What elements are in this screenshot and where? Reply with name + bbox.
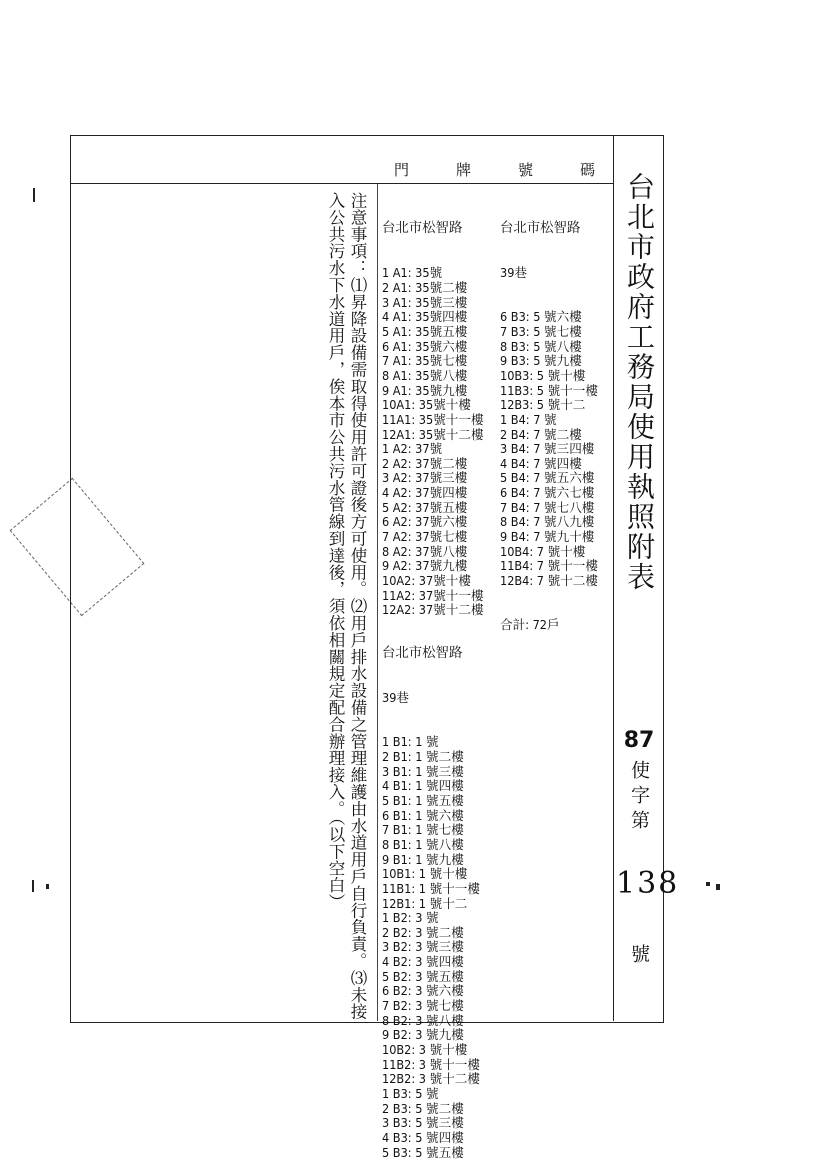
address-entry: 7 B1: 1 號七樓	[382, 822, 464, 838]
address-entry: 12B2: 3 號十二樓	[382, 1071, 480, 1087]
permit-prefix: 使字第	[628, 760, 650, 835]
lane-name: 39巷	[382, 690, 410, 706]
address-entry: 9 B2: 3 號九樓	[382, 1027, 464, 1043]
address-entry: 2 B1: 1 號二樓	[382, 748, 464, 764]
address-entry: 3 A2: 37號三樓	[382, 470, 468, 486]
address-entry: 3 B1: 1 號三樓	[382, 763, 464, 779]
address-entry: 2 A1: 35號二樓	[382, 279, 468, 295]
address-entry: 5 A2: 37號五樓	[382, 499, 468, 515]
address-entry: 11B1: 1 號十一樓	[382, 880, 480, 896]
address-entry: 8 B1: 1 號八樓	[382, 836, 464, 852]
permit-year: 87	[623, 728, 655, 753]
street-name: 台北市松智路	[382, 221, 463, 237]
title-divider	[613, 136, 614, 1021]
address-entry: 7 B2: 3 號七樓	[382, 998, 464, 1014]
address-entry: 3 B4: 7 號三四樓	[500, 441, 595, 457]
address-list	[382, 266, 484, 618]
address-entry: 9 A2: 37號九樓	[382, 558, 468, 574]
permit-number: 138	[616, 866, 680, 901]
address-entry: 3 B3: 5 號三樓	[382, 1115, 464, 1131]
column-divider	[377, 183, 378, 1021]
address-entry: 9 B1: 1 號九樓	[382, 851, 464, 867]
address-entry: 1 B2: 3 號	[382, 910, 439, 926]
header-cell-door: 門	[394, 161, 411, 179]
address-entry: 10B4: 7 號十樓	[500, 543, 586, 559]
header-divider	[71, 183, 614, 184]
address-entry: 5 B1: 1 號五樓	[382, 792, 464, 808]
lane-name: 39巷	[500, 265, 528, 281]
address-entry: 7 A1: 35號七樓	[382, 353, 468, 369]
address-entry: 2 B4: 7 號二樓	[500, 426, 582, 442]
address-entry: 7 B4: 7 號七八樓	[500, 499, 595, 515]
address-entry: 8 B4: 7 號八九樓	[500, 514, 595, 530]
address-entry: 4 B1: 1 號四樓	[382, 778, 464, 794]
address-entry: 1 B3: 5 號	[382, 1086, 439, 1102]
address-entry: 9 B4: 7 號九十樓	[500, 529, 595, 545]
address-entry: 10A2: 37號十樓	[382, 573, 471, 589]
address-entry: 5 B2: 3 號五樓	[382, 968, 464, 984]
address-entry: 8 A2: 37號八樓	[382, 543, 468, 559]
address-entry: 10A1: 35號十樓	[382, 397, 471, 413]
address-entry: 7 B3: 5 號七樓	[500, 323, 582, 339]
address-entry: 8 B3: 5 號八樓	[500, 338, 582, 354]
scan-speck	[32, 880, 34, 892]
address-entry: 4 B3: 5 號四樓	[382, 1130, 464, 1145]
scan-speck	[33, 188, 35, 202]
address-entry: 11B4: 7 號十一樓	[500, 558, 598, 574]
address-entry: 1 A1: 35號	[382, 265, 443, 281]
address-entry: 1 B1: 1 號	[382, 734, 439, 750]
address-entry: 3 A1: 35號三樓	[382, 294, 468, 310]
address-entry: 4 A1: 35號四樓	[382, 309, 468, 325]
address-entry: 6 A1: 35號六樓	[382, 338, 468, 354]
address-entry: 8 B2: 3 號八樓	[382, 1012, 464, 1028]
address-entry: 11B3: 5 號十一樓	[500, 382, 598, 398]
document-title: 台北市政府工務局使用執照附表	[623, 172, 656, 592]
address-entry: 7 A2: 37號七樓	[382, 529, 468, 545]
scan-speck	[716, 884, 720, 890]
address-list	[500, 310, 598, 588]
address-entry: 2 B2: 3 號二樓	[382, 924, 464, 940]
scan-speck	[706, 882, 710, 886]
address-entry: 8 A1: 35號八樓	[382, 367, 468, 383]
address-entry: 6 B1: 1 號六樓	[382, 807, 464, 823]
address-entry: 12B1: 1 號十二	[382, 895, 468, 911]
address-entry: 12B4: 7 號十二樓	[500, 573, 598, 589]
street-name: 台北市松智路	[500, 221, 581, 237]
scan-speck	[46, 884, 49, 889]
address-list	[382, 735, 484, 1160]
header-cell-plate: 牌	[456, 161, 473, 179]
address-entry: 12A1: 35號十二樓	[382, 426, 484, 442]
address-entry: 9 A1: 35號九樓	[382, 382, 468, 398]
address-entry: 11A1: 35號十一樓	[382, 411, 484, 427]
notes-text: 注意事項：⑴昇降設備需取得使用許可證後方可使用。⑵用戶排水設備之管理維護由水道用戶自行負責。⑶未接入公共污水下水道用戶，俟本市公共污水管線到達後，須依相關規定配合辦理接入。（以下空白）	[326, 192, 367, 1021]
address-entry: 4 B4: 7 號四樓	[500, 455, 582, 471]
address-entry: 10B1: 1 號十樓	[382, 866, 468, 882]
address-entry: 5 A1: 35號五樓	[382, 323, 468, 339]
address-entry: 6 B4: 7 號六七樓	[500, 485, 595, 501]
address-entry: 1 B4: 7 號	[500, 411, 557, 427]
address-entry: 10B3: 5 號十樓	[500, 367, 586, 383]
address-column-1	[382, 193, 484, 1175]
address-entry: 12B3: 5 號十二	[500, 397, 586, 413]
address-entry: 2 B3: 5 號二樓	[382, 1100, 464, 1116]
address-entry: 4 B2: 3 號四樓	[382, 954, 464, 970]
address-entry: 5 B3: 5 號五樓	[382, 1144, 464, 1160]
address-entry: 11B2: 3 號十一樓	[382, 1056, 480, 1072]
address-entry: 9 B3: 5 號九樓	[500, 353, 582, 369]
address-entry: 4 A2: 37號四樓	[382, 485, 468, 501]
address-column-2	[500, 193, 598, 647]
address-entry: 6 A2: 37號六樓	[382, 514, 468, 530]
address-entry: 10B2: 3 號十樓	[382, 1042, 468, 1058]
address-entry: 11A2: 37號十一樓	[382, 587, 484, 603]
header-cell-code: 碼	[580, 161, 597, 179]
permit-suffix: 號	[628, 944, 650, 963]
address-entry: 1 A2: 37號	[382, 441, 443, 457]
total-households: 合計: 72戶	[500, 617, 560, 633]
address-entry: 2 A2: 37號二樓	[382, 455, 468, 471]
address-entry: 12A2: 37號十二樓	[382, 602, 484, 618]
street-name: 台北市松智路	[382, 646, 463, 662]
address-entry: 5 B4: 7 號五六樓	[500, 470, 595, 486]
address-entry: 6 B3: 5 號六樓	[500, 309, 582, 325]
address-entry: 6 B2: 3 號六樓	[382, 983, 464, 999]
address-entry: 3 B2: 3 號三樓	[382, 939, 464, 955]
header-cell-number: 號	[518, 161, 535, 179]
